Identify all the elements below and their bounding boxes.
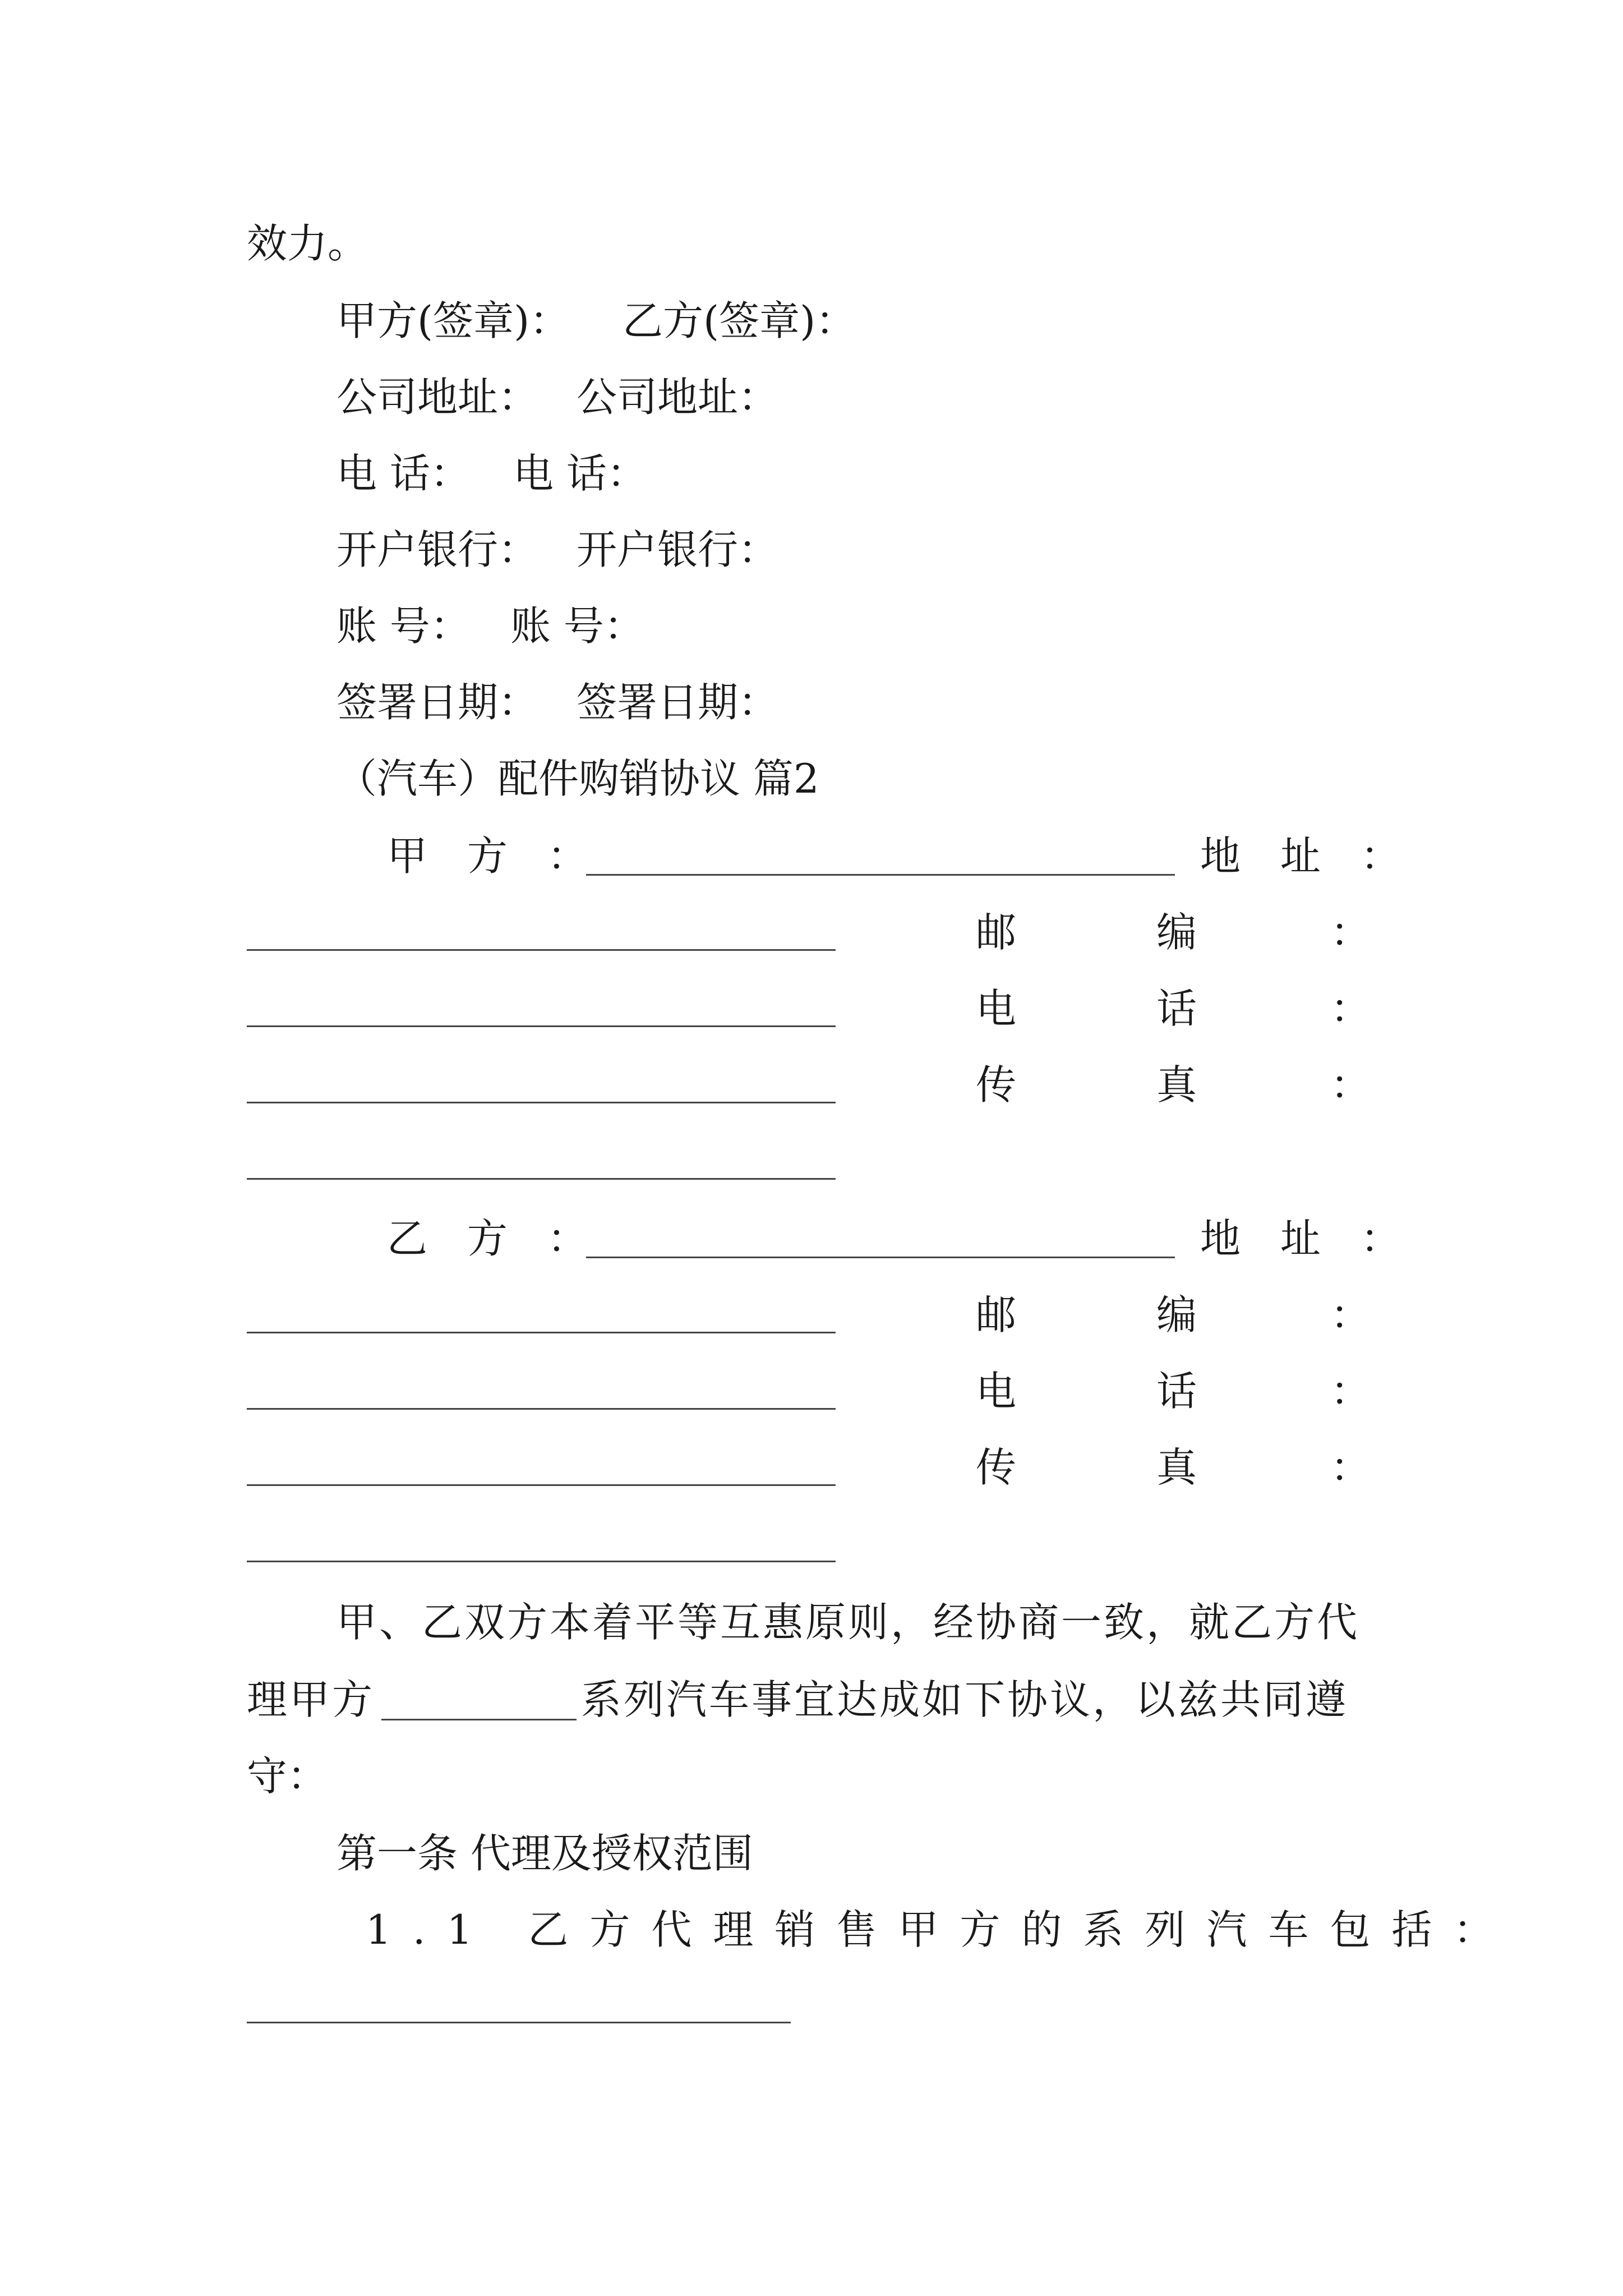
party-b-postcode-line <box>247 1408 836 1410</box>
company-address-label-b: 公司地址： <box>577 374 779 421</box>
party-a-phone-char1: 电 <box>976 985 1017 1032</box>
party-a-postcode-char1: 邮 <box>976 909 1017 956</box>
company-address-label-a: 公司地址： <box>336 374 539 421</box>
party-a-postcode-colon: ： <box>1330 909 1371 956</box>
party-a-phone-char2: 话 <box>1156 985 1197 1032</box>
account-label-b: 账 号： <box>510 602 644 650</box>
article-1-heading: 第一条 代理及授权范围 <box>336 1830 753 1877</box>
bank-label-b: 开户银行： <box>577 526 779 573</box>
party-a-phone-colon: ： <box>1330 985 1371 1032</box>
party-b-address-label: 地 址 ： <box>1200 1215 1414 1262</box>
party-b-label: 乙 方 ： <box>387 1215 601 1262</box>
party-b-phone-char1: 电 <box>976 1368 1017 1415</box>
account-label-a: 账 号： <box>336 602 471 650</box>
party-b-name-line <box>586 1257 1175 1258</box>
party-a-fax-colon: ： <box>1330 1061 1371 1108</box>
party-a-postcode-line <box>247 1025 836 1027</box>
clause-1-1-blank-line <box>247 2022 791 2023</box>
phone-label-b: 电 话： <box>513 450 647 497</box>
sign-label-a: 甲方(签章)： <box>336 297 570 344</box>
text-effect: 效力。 <box>247 220 368 267</box>
party-a-label: 甲 方 ： <box>387 832 601 880</box>
paragraph-intro-line3: 守： <box>247 1752 328 1800</box>
party-b-fax-colon: ： <box>1330 1444 1371 1491</box>
party-a-address-line <box>247 949 836 951</box>
party-a-name-line <box>586 874 1175 876</box>
clause-1-1: 1.1 乙方代理销售甲方的系列汽车包括： <box>366 1906 1515 1953</box>
paragraph-intro-line2-start: 理甲方 <box>247 1676 375 1723</box>
party-b-phone-colon: ： <box>1330 1368 1371 1415</box>
party-b-postcode-char2: 编 <box>1156 1291 1197 1338</box>
sign-date-label-a: 签署日期： <box>336 679 539 726</box>
series-blank-line <box>381 1719 577 1720</box>
party-a-fax-char2: 真 <box>1156 1061 1197 1108</box>
paragraph-intro-line1: 甲、乙双方本着平等互惠原则，经协商一致，就乙方代 <box>336 1599 1360 1646</box>
party-a-fax-line <box>247 1178 836 1180</box>
phone-label-a: 电 话： <box>336 450 471 497</box>
party-b-fax-line <box>247 1561 836 1562</box>
paragraph-intro-line2-end: 系列汽车事宜达成如下协议，以兹共同遵 <box>581 1676 1349 1723</box>
sign-date-label-b: 签署日期： <box>577 679 779 726</box>
party-a-address-label: 地 址 ： <box>1200 832 1414 880</box>
bank-label-a: 开户银行： <box>336 526 539 573</box>
party-b-phone-char2: 话 <box>1156 1368 1197 1415</box>
party-b-address-line <box>247 1332 836 1333</box>
party-b-fax-char1: 传 <box>976 1444 1017 1491</box>
party-a-phone-line <box>247 1102 836 1103</box>
sign-label-b: 乙方(签章)： <box>623 297 856 344</box>
party-a-postcode-char2: 编 <box>1156 909 1197 956</box>
party-b-postcode-char1: 邮 <box>976 1291 1017 1338</box>
party-a-fax-char1: 传 <box>976 1061 1017 1108</box>
party-b-fax-char2: 真 <box>1156 1444 1197 1491</box>
party-b-postcode-colon: ： <box>1330 1291 1371 1338</box>
section-title-2: （汽车）配件购销协议 篇2 <box>336 755 819 802</box>
party-b-phone-line <box>247 1484 836 1486</box>
